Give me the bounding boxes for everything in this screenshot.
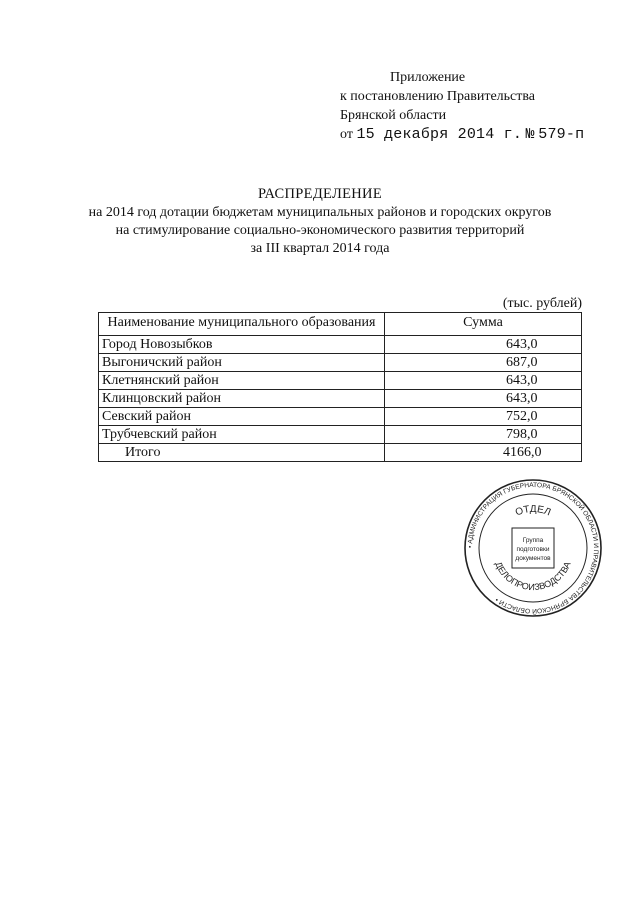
title-heading: РАСПРЕДЕЛЕНИЕ (258, 186, 382, 202)
stamp-inner-top: ОТДЕЛ (513, 503, 553, 519)
stamp-ring-text: • АДМИНИСТРАЦИЯ ГУБЕРНАТОРА БРЯНСКОЙ ОБЛАСТИ И ПРАВИТЕЛЬСТВА БРЯНСКОЙ ОБЛАСТИ • (466, 481, 600, 615)
header-sum: Сумма (385, 313, 582, 336)
row-sum: 643,0 (385, 336, 582, 354)
appendix-number: 579-п (538, 126, 585, 143)
appendix-line-decree: к постановлению Правительства (340, 89, 536, 104)
row-sum: 687,0 (385, 354, 582, 372)
row-name: Севский район (99, 408, 385, 426)
row-name: Клетнянский район (99, 372, 385, 390)
row-sum: 643,0 (385, 390, 582, 408)
office-stamp (463, 478, 603, 618)
table-row (99, 426, 582, 444)
header-name: Наименование муниципального образования (99, 313, 385, 336)
units-note: (тыс. рублей) (502, 296, 582, 311)
table-total-row (99, 444, 582, 462)
row-sum: 798,0 (385, 426, 582, 444)
stamp-center-line: подготовки (516, 546, 550, 553)
appendix-date-line (340, 125, 584, 144)
appendix-number-sign: № (525, 126, 535, 143)
table-row (99, 408, 582, 426)
table-row (99, 354, 582, 372)
appendix-date: 15 декабря 2014 г. (356, 126, 523, 143)
distribution-table (98, 312, 582, 462)
row-sum: 643,0 (385, 372, 582, 390)
row-name: Город Новозыбков (99, 336, 385, 354)
table-row (99, 390, 582, 408)
table-header-row (99, 313, 582, 336)
stamp-center-line: документов (515, 555, 551, 562)
title-line-purpose: на стимулирование социально-экономического развития территорий (115, 223, 525, 238)
appendix-title: Приложение (390, 70, 466, 85)
table-row (99, 372, 582, 390)
appendix-block (340, 68, 584, 144)
row-name: Выгоничский район (99, 354, 385, 372)
stamp-center-line: Группа (522, 537, 544, 544)
row-name: Трубчевский район (99, 426, 385, 444)
row-name: Клинцовский район (99, 390, 385, 408)
total-sum: 4166,0 (385, 444, 582, 462)
total-label: Итого (99, 444, 385, 462)
appendix-line-region: Брянской области (340, 108, 447, 123)
title-line-subsidy: на 2014 год дотации бюджетам муниципальных районов и городских округов (88, 205, 552, 220)
table-row (99, 336, 582, 354)
document-title (0, 185, 640, 258)
table-body (99, 336, 582, 462)
stamp-inner-bottom: ДЕЛОПРОИЗВОДСТВА (493, 560, 573, 593)
appendix-date-prefix: от (340, 127, 353, 142)
title-line-period: за III квартал 2014 года (250, 241, 390, 256)
row-sum: 752,0 (385, 408, 582, 426)
